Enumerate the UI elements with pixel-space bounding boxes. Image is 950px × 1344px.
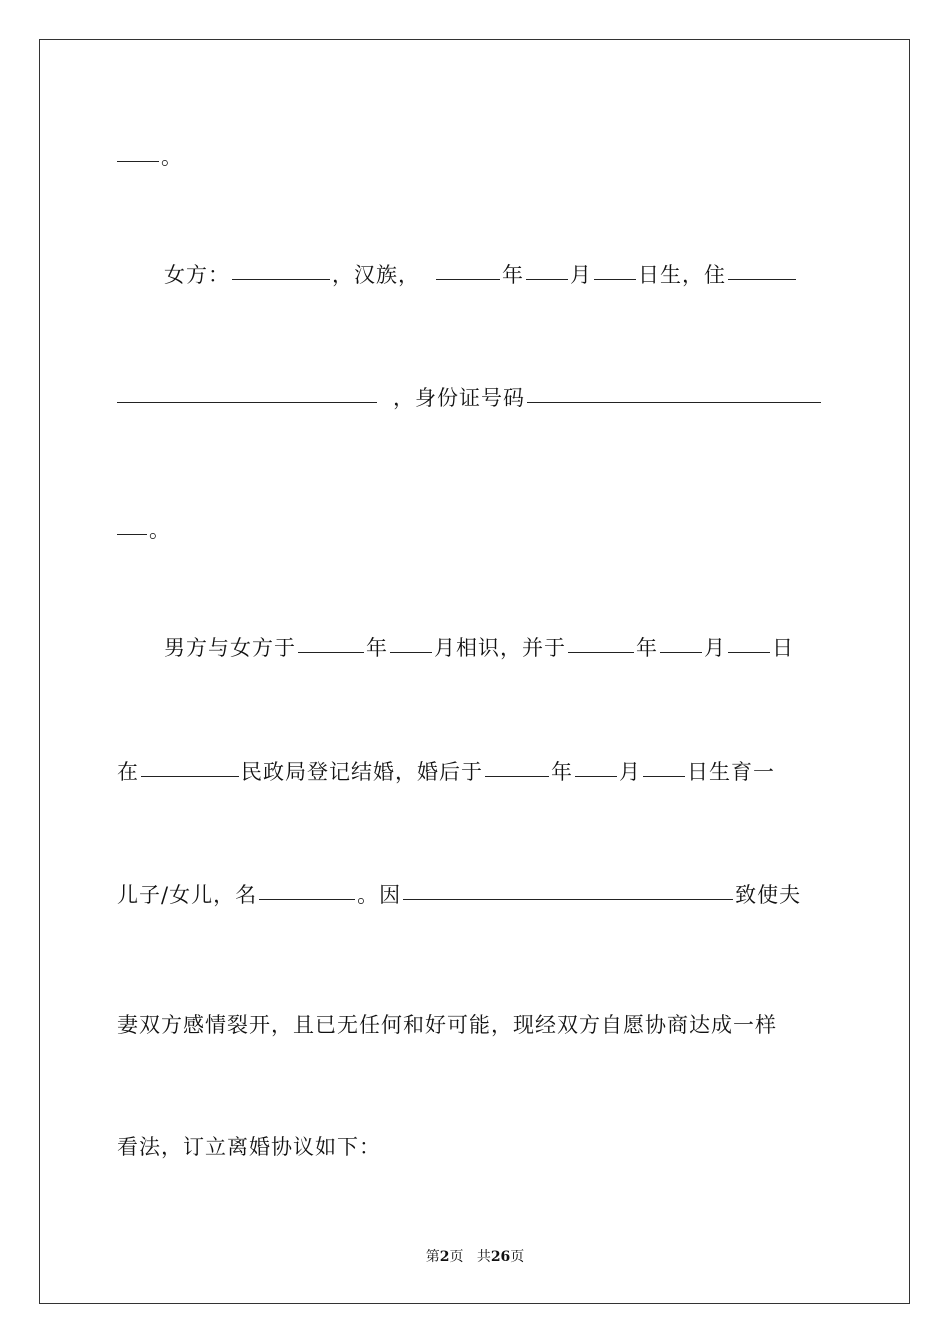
doc-line-8 — [117, 1010, 833, 1040]
blank-year — [568, 651, 634, 653]
footer-text: 页 — [510, 1249, 525, 1265]
line-text: 。 — [149, 518, 171, 542]
doc-line-4 — [117, 515, 833, 545]
blank-month — [526, 278, 568, 280]
doc-line-3 — [117, 383, 833, 413]
page-footer — [0, 1246, 950, 1266]
blank-reason — [403, 898, 733, 900]
blank-day — [643, 775, 685, 777]
footer-text: 共 — [476, 1249, 491, 1265]
doc-line-1 — [117, 142, 833, 172]
page-frame — [39, 39, 910, 1304]
blank-day — [728, 651, 770, 653]
line-text: 月 — [619, 760, 641, 784]
doc-line-2 — [117, 260, 880, 290]
id-label: ，身份证号码 — [393, 386, 525, 410]
line-text: 日生育一 — [687, 760, 775, 784]
line-text: 年 — [636, 636, 658, 660]
line-text: 日 — [772, 636, 794, 660]
line-text: 月 — [704, 636, 726, 660]
blank-female-name — [232, 278, 330, 280]
line-text: 民政局登记结婚，婚后于 — [241, 760, 483, 784]
total-pages: 26 — [490, 1249, 511, 1265]
line-text: 儿子/女儿，名 — [117, 883, 258, 907]
line-text: 年 — [366, 636, 388, 660]
doc-line-9 — [117, 1132, 833, 1162]
doc-line-5 — [117, 633, 880, 663]
blank-year — [436, 278, 500, 280]
blank-address-cont — [117, 401, 377, 403]
blank-month — [575, 775, 617, 777]
line-text: 年 — [551, 760, 573, 784]
line-text: 男方与女方于 — [164, 636, 296, 660]
blank-month — [660, 651, 702, 653]
blank-year — [485, 775, 549, 777]
page-number: 2 — [439, 1249, 450, 1265]
ethnic-text: ，汉族， — [332, 263, 420, 287]
blank-id-number — [527, 401, 821, 403]
doc-line-7 — [117, 880, 833, 910]
blank-address — [728, 278, 796, 280]
blank-day — [594, 278, 636, 280]
blank-year — [298, 651, 364, 653]
line-text: 看法，订立离婚协议如下： — [117, 1135, 381, 1159]
line-text: 月相识，并于 — [434, 636, 566, 660]
month-text: 月 — [570, 263, 592, 287]
footer-text: 第 — [425, 1249, 440, 1265]
blank-child-name — [259, 898, 355, 900]
line-text: 。因 — [357, 883, 402, 907]
line-text: 致使夫 — [735, 883, 802, 907]
blank-field — [117, 533, 147, 535]
footer-text: 页 — [449, 1249, 464, 1265]
line-text: 在 — [117, 760, 139, 784]
blank-field — [117, 160, 159, 162]
born-text: 日生，住 — [638, 263, 726, 287]
line-text: 妻双方感情裂开，且已无任何和好可能，现经双方自愿协商达成一样 — [117, 1013, 777, 1037]
doc-line-6 — [117, 757, 833, 787]
female-label: 女方： — [164, 263, 230, 287]
blank-bureau — [141, 775, 239, 777]
line-text: 。 — [161, 145, 183, 169]
blank-month — [390, 651, 432, 653]
year-text: 年 — [502, 263, 524, 287]
